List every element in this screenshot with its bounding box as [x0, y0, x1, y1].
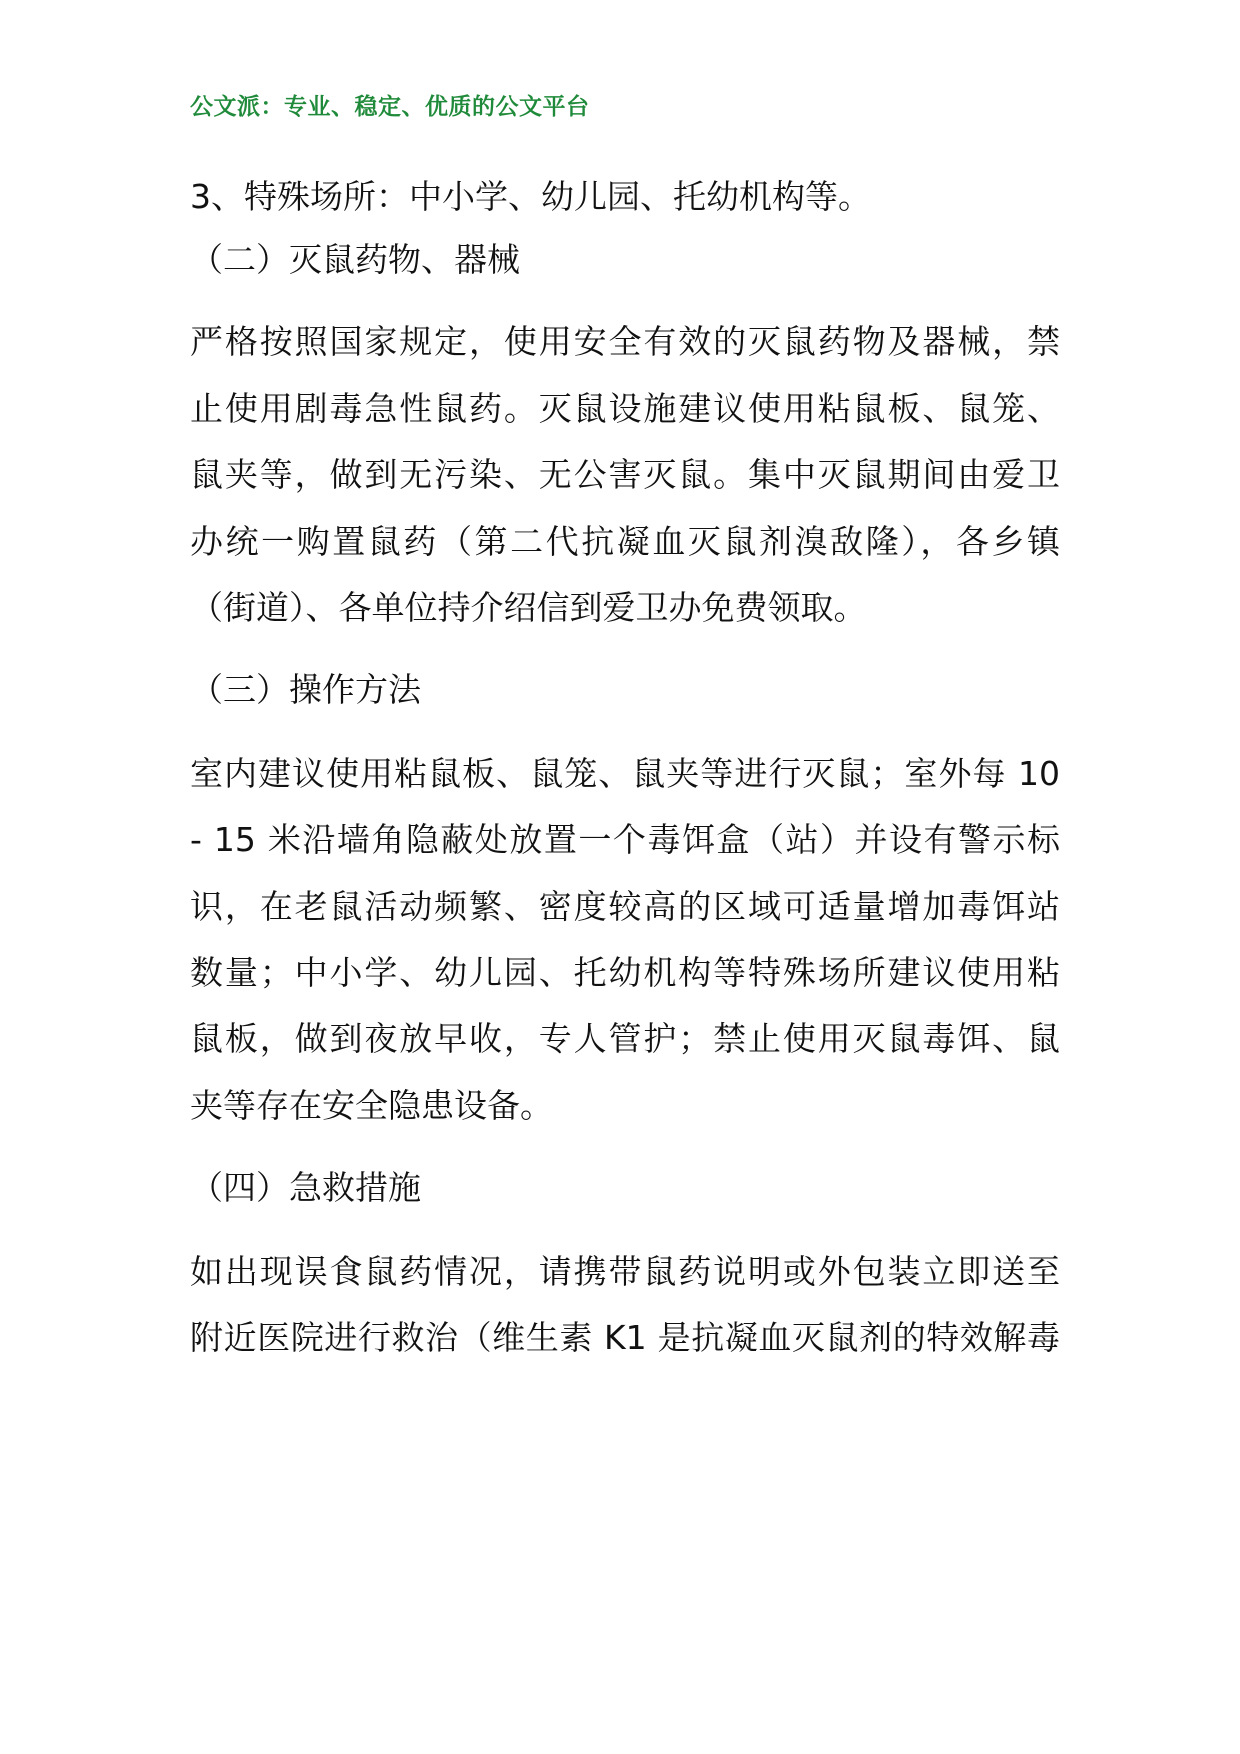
text-line: （街道）、各单位持介绍信到爱卫办免费领取。	[190, 588, 867, 627]
text-line: 办统一购置鼠药（第二代抗凝血灭鼠剂溴敌隆），各乡镇	[190, 522, 1060, 561]
text-line: 夹等存在安全隐患设备。	[190, 1086, 553, 1125]
page-header: 公文派：专业、稳定、优质的公文平台	[190, 94, 590, 120]
text-line: 数量；中小学、幼儿园、托幼机构等特殊场所建议使用粘	[190, 953, 1060, 992]
section-heading: （三）操作方法	[190, 670, 421, 709]
text-line: 识，在老鼠活动频繁、密度较高的区域可适量增加毒饵站	[190, 887, 1060, 926]
section-heading: （二）灭鼠药物、器械	[190, 240, 520, 279]
text-line: 室内建议使用粘鼠板、鼠笼、鼠夹等进行灭鼠；室外每 10	[190, 754, 1060, 793]
text-line: 止使用剧毒急性鼠药。灭鼠设施建议使用粘鼠板、鼠笼、	[190, 389, 1060, 428]
text-line: 严格按照国家规定，使用安全有效的灭鼠药物及器械，禁	[190, 322, 1060, 361]
text-line: 鼠板，做到夜放早收，专人管护；禁止使用灭鼠毒饵、鼠	[190, 1019, 1060, 1058]
text-line: - 15 米沿墙角隐蔽处放置一个毒饵盒（站）并设有警示标	[190, 820, 1060, 859]
text-line: 如出现误食鼠药情况，请携带鼠药说明或外包装立即送至	[190, 1252, 1060, 1291]
text-line: 附近医院进行救治（维生素 K1 是抗凝血灭鼠剂的特效解毒	[190, 1318, 1060, 1357]
text-line: 3、特殊场所：中小学、幼儿园、托幼机构等。	[190, 177, 871, 216]
section-heading: （四）急救措施	[190, 1168, 421, 1207]
text-line: 鼠夹等，做到无污染、无公害灭鼠。集中灭鼠期间由爱卫	[190, 455, 1060, 494]
